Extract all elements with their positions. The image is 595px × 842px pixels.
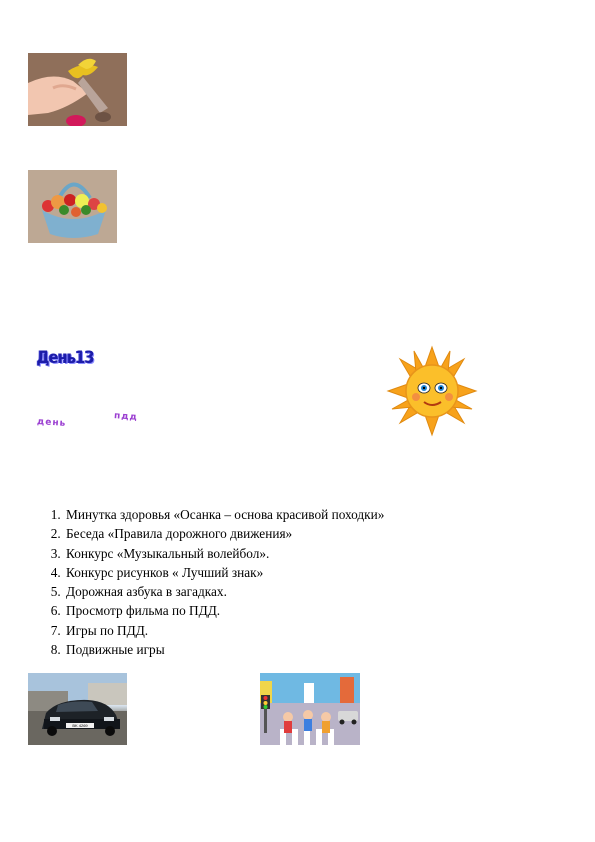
- car-photo-art: [28, 673, 127, 745]
- doll-photo-art: [28, 53, 127, 126]
- wordart-day: день: [36, 416, 67, 430]
- flower-basket-photo: [28, 170, 117, 243]
- car-photo: [28, 673, 127, 745]
- flower-basket-art: [28, 170, 117, 243]
- sun-illustration: [386, 345, 478, 437]
- activity-item: 4. Конкурс рисунков « Лучший знак»: [64, 563, 384, 582]
- activity-list: [40, 505, 384, 659]
- day-title: День13: [37, 348, 94, 368]
- sun-icon: [386, 345, 478, 437]
- activity-item: 2. Беседа «Правила дорожного движения»: [64, 524, 384, 543]
- activity-item: 7. Игры по ПДД.: [64, 621, 384, 640]
- crossing-illustration-art: [260, 673, 360, 745]
- activity-item: 8. Подвижные игры: [64, 640, 384, 659]
- license-plate: BK 4269: [72, 723, 88, 729]
- activity-item: 6. Просмотр фильма по ПДД.: [64, 601, 384, 620]
- activity-item: 5. Дорожная азбука в загадках.: [64, 582, 384, 601]
- wordart-pdd: пдд: [113, 411, 139, 423]
- doll-photo: [28, 53, 127, 126]
- activity-item: 3. Конкурс «Музыкальный волейбол».: [64, 544, 384, 563]
- crossing-illustration: [260, 673, 360, 745]
- activity-item: 1. Минутка здоровья «Осанка – основа красивой походки»: [64, 505, 384, 524]
